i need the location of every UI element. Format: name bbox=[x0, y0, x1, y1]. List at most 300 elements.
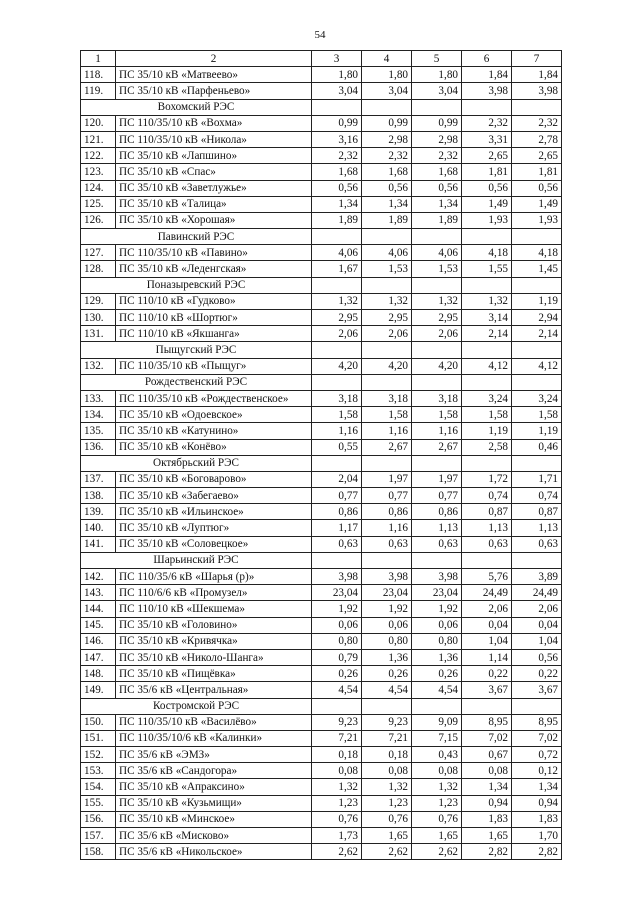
table-row bbox=[81, 488, 562, 504]
table-row bbox=[81, 293, 562, 309]
section-title: Павинский РЭС bbox=[81, 229, 312, 245]
value-col-5: 0,80 bbox=[412, 633, 462, 649]
section-row bbox=[81, 99, 562, 115]
table-row bbox=[81, 795, 562, 811]
empty-cell bbox=[462, 552, 512, 568]
substation-name: ПС 110/6/6 кВ «Промузел» bbox=[116, 585, 312, 601]
empty-cell bbox=[312, 99, 362, 115]
value-col-5: 1,13 bbox=[412, 520, 462, 536]
substation-name: ПС 35/10 кВ «Кузьмищи» bbox=[116, 795, 312, 811]
row-number: 132. bbox=[81, 358, 116, 374]
substation-name: ПС 35/10 кВ «Матвеево» bbox=[116, 67, 312, 83]
value-col-3: 1,16 bbox=[312, 423, 362, 439]
table-row bbox=[81, 585, 562, 601]
value-col-4: 2,06 bbox=[362, 326, 412, 342]
empty-cell bbox=[312, 698, 362, 714]
value-col-7: 3,67 bbox=[512, 682, 562, 698]
substation-name: ПС 110/35/6 кВ «Шарья (р)» bbox=[116, 569, 312, 585]
substation-name: ПС 35/10 кВ «Николо-Шанга» bbox=[116, 649, 312, 665]
value-col-3: 2,04 bbox=[312, 471, 362, 487]
value-col-4: 1,34 bbox=[362, 196, 412, 212]
substation-name: ПС 110/35/10 кВ «Василёво» bbox=[116, 714, 312, 730]
value-col-5: 7,15 bbox=[412, 730, 462, 746]
value-col-7: 0,94 bbox=[512, 795, 562, 811]
value-col-3: 0,56 bbox=[312, 180, 362, 196]
substation-name: ПС 35/10 кВ «Минское» bbox=[116, 811, 312, 827]
value-col-5: 2,98 bbox=[412, 131, 462, 147]
value-col-7: 4,18 bbox=[512, 245, 562, 261]
empty-cell bbox=[512, 552, 562, 568]
value-col-5: 1,53 bbox=[412, 261, 462, 277]
value-col-4: 1,32 bbox=[362, 779, 412, 795]
value-col-7: 0,04 bbox=[512, 617, 562, 633]
value-col-5: 1,34 bbox=[412, 196, 462, 212]
value-col-3: 0,55 bbox=[312, 439, 362, 455]
table-row bbox=[81, 115, 562, 131]
row-number: 150. bbox=[81, 714, 116, 730]
table-row bbox=[81, 747, 562, 763]
table-row bbox=[81, 536, 562, 552]
value-col-4: 2,67 bbox=[362, 439, 412, 455]
page-number: 54 bbox=[314, 29, 326, 41]
value-col-5: 9,09 bbox=[412, 714, 462, 730]
empty-cell bbox=[512, 342, 562, 358]
substation-name: ПС 35/10 кВ «Парфеньево» bbox=[116, 83, 312, 99]
value-col-5: 4,20 bbox=[412, 358, 462, 374]
value-col-4: 3,18 bbox=[362, 390, 412, 406]
value-col-5: 2,62 bbox=[412, 844, 462, 860]
value-col-5: 1,32 bbox=[412, 779, 462, 795]
value-col-4: 1,16 bbox=[362, 423, 412, 439]
value-col-7: 0,74 bbox=[512, 488, 562, 504]
value-col-4: 1,80 bbox=[362, 67, 412, 83]
table-row bbox=[81, 423, 562, 439]
value-col-6: 1,14 bbox=[462, 649, 512, 665]
value-col-4: 1,68 bbox=[362, 164, 412, 180]
value-col-3: 1,32 bbox=[312, 779, 362, 795]
value-col-6: 0,94 bbox=[462, 795, 512, 811]
value-col-3: 1,23 bbox=[312, 795, 362, 811]
substation-name: ПС 35/10 кВ «Ильинское» bbox=[116, 504, 312, 520]
row-number: 145. bbox=[81, 617, 116, 633]
value-col-5: 1,68 bbox=[412, 164, 462, 180]
empty-cell bbox=[512, 99, 562, 115]
empty-cell bbox=[512, 374, 562, 390]
table-body bbox=[81, 51, 562, 860]
substation-name: ПС 110/35/10 кВ «Рождественское» bbox=[116, 390, 312, 406]
table-row bbox=[81, 649, 562, 665]
value-col-7: 1,84 bbox=[512, 67, 562, 83]
table-row bbox=[81, 148, 562, 164]
value-col-6: 0,56 bbox=[462, 180, 512, 196]
value-col-7: 4,12 bbox=[512, 358, 562, 374]
value-col-4: 0,80 bbox=[362, 633, 412, 649]
value-col-6: 1,72 bbox=[462, 471, 512, 487]
value-col-5: 1,16 bbox=[412, 423, 462, 439]
substation-name: ПС 35/10 кВ «Леденгская» bbox=[116, 261, 312, 277]
empty-cell bbox=[412, 698, 462, 714]
value-col-6: 2,58 bbox=[462, 439, 512, 455]
value-col-7: 0,22 bbox=[512, 666, 562, 682]
row-number: 139. bbox=[81, 504, 116, 520]
value-col-4: 0,18 bbox=[362, 747, 412, 763]
substation-load-table bbox=[80, 50, 562, 860]
value-col-3: 0,76 bbox=[312, 811, 362, 827]
section-title: Шарьинский РЭС bbox=[81, 552, 312, 568]
value-col-5: 1,32 bbox=[412, 293, 462, 309]
row-number: 134. bbox=[81, 407, 116, 423]
value-col-5: 2,95 bbox=[412, 310, 462, 326]
value-col-4: 3,04 bbox=[362, 83, 412, 99]
substation-name: ПС 35/6 кВ «ЭМЗ» bbox=[116, 747, 312, 763]
value-col-4: 2,32 bbox=[362, 148, 412, 164]
value-col-3: 1,32 bbox=[312, 293, 362, 309]
value-col-6: 1,19 bbox=[462, 423, 512, 439]
substation-name: ПС 110/35/10 кВ «Пыщуг» bbox=[116, 358, 312, 374]
value-col-6: 7,02 bbox=[462, 730, 512, 746]
row-number: 147. bbox=[81, 649, 116, 665]
value-col-3: 2,06 bbox=[312, 326, 362, 342]
section-row bbox=[81, 552, 562, 568]
section-row bbox=[81, 277, 562, 293]
table-row bbox=[81, 390, 562, 406]
table-row bbox=[81, 245, 562, 261]
empty-cell bbox=[462, 698, 512, 714]
value-col-6: 1,49 bbox=[462, 196, 512, 212]
value-col-3: 3,16 bbox=[312, 131, 362, 147]
value-col-4: 0,77 bbox=[362, 488, 412, 504]
value-col-6: 1,04 bbox=[462, 633, 512, 649]
value-col-7: 24,49 bbox=[512, 585, 562, 601]
value-col-7: 2,06 bbox=[512, 601, 562, 617]
empty-cell bbox=[462, 342, 512, 358]
value-col-6: 3,98 bbox=[462, 83, 512, 99]
value-col-4: 23,04 bbox=[362, 585, 412, 601]
value-col-6: 2,65 bbox=[462, 148, 512, 164]
row-number: 118. bbox=[81, 67, 116, 83]
table-row bbox=[81, 569, 562, 585]
row-number: 136. bbox=[81, 439, 116, 455]
value-col-7: 1,34 bbox=[512, 779, 562, 795]
substation-name: ПС 35/10 кВ «Талица» bbox=[116, 196, 312, 212]
value-col-3: 3,18 bbox=[312, 390, 362, 406]
value-col-7: 1,93 bbox=[512, 212, 562, 228]
table-row bbox=[81, 763, 562, 779]
value-col-7: 8,95 bbox=[512, 714, 562, 730]
substation-name: ПС 110/35/10/6 кВ «Калинки» bbox=[116, 730, 312, 746]
empty-cell bbox=[462, 455, 512, 471]
value-col-3: 2,62 bbox=[312, 844, 362, 860]
empty-cell bbox=[362, 99, 412, 115]
table-row bbox=[81, 779, 562, 795]
value-col-4: 1,53 bbox=[362, 261, 412, 277]
substation-name: ПС 110/35/10 кВ «Вохма» bbox=[116, 115, 312, 131]
substation-name: ПС 35/10 кВ «Спас» bbox=[116, 164, 312, 180]
value-col-5: 1,58 bbox=[412, 407, 462, 423]
row-number: 123. bbox=[81, 164, 116, 180]
value-col-5: 1,80 bbox=[412, 67, 462, 83]
value-col-4: 1,89 bbox=[362, 212, 412, 228]
value-col-3: 0,08 bbox=[312, 763, 362, 779]
value-col-7: 1,83 bbox=[512, 811, 562, 827]
value-col-6: 1,93 bbox=[462, 212, 512, 228]
row-number: 148. bbox=[81, 666, 116, 682]
substation-name: ПС 110/10 кВ «Шекшема» bbox=[116, 601, 312, 617]
empty-cell bbox=[462, 229, 512, 245]
row-number: 146. bbox=[81, 633, 116, 649]
value-col-5: 0,77 bbox=[412, 488, 462, 504]
empty-cell bbox=[362, 229, 412, 245]
table-row bbox=[81, 439, 562, 455]
value-col-4: 1,65 bbox=[362, 828, 412, 844]
value-col-5: 0,56 bbox=[412, 180, 462, 196]
header-cell: 3 bbox=[312, 51, 362, 67]
value-col-5: 1,65 bbox=[412, 828, 462, 844]
substation-name: ПС 110/10 кВ «Гудково» bbox=[116, 293, 312, 309]
value-col-5: 0,86 bbox=[412, 504, 462, 520]
table-row bbox=[81, 811, 562, 827]
value-col-4: 1,16 bbox=[362, 520, 412, 536]
value-col-4: 1,23 bbox=[362, 795, 412, 811]
substation-name: ПС 110/10 кВ «Якшанга» bbox=[116, 326, 312, 342]
value-col-3: 2,32 bbox=[312, 148, 362, 164]
value-col-5: 2,67 bbox=[412, 439, 462, 455]
table-row bbox=[81, 83, 562, 99]
empty-cell bbox=[412, 455, 462, 471]
value-col-5: 0,99 bbox=[412, 115, 462, 131]
header-cell: 1 bbox=[81, 51, 116, 67]
row-number: 133. bbox=[81, 390, 116, 406]
substation-name: ПС 35/10 кВ «Пищёвка» bbox=[116, 666, 312, 682]
section-row bbox=[81, 229, 562, 245]
value-col-4: 1,58 bbox=[362, 407, 412, 423]
value-col-7: 2,94 bbox=[512, 310, 562, 326]
value-col-6: 5,76 bbox=[462, 569, 512, 585]
section-row bbox=[81, 374, 562, 390]
value-col-4: 1,32 bbox=[362, 293, 412, 309]
row-number: 128. bbox=[81, 261, 116, 277]
value-col-5: 3,04 bbox=[412, 83, 462, 99]
value-col-7: 1,58 bbox=[512, 407, 562, 423]
table-row bbox=[81, 180, 562, 196]
value-col-3: 0,18 bbox=[312, 747, 362, 763]
row-number: 129. bbox=[81, 293, 116, 309]
value-col-4: 0,86 bbox=[362, 504, 412, 520]
value-col-3: 3,04 bbox=[312, 83, 362, 99]
table-row bbox=[81, 730, 562, 746]
value-col-7: 0,72 bbox=[512, 747, 562, 763]
empty-cell bbox=[462, 374, 512, 390]
value-col-5: 0,43 bbox=[412, 747, 462, 763]
section-row bbox=[81, 342, 562, 358]
value-col-5: 2,06 bbox=[412, 326, 462, 342]
substation-name: ПС 35/6 кВ «Центральная» bbox=[116, 682, 312, 698]
value-col-4: 3,98 bbox=[362, 569, 412, 585]
empty-cell bbox=[362, 552, 412, 568]
section-title: Пыщугский РЭС bbox=[81, 342, 312, 358]
value-col-6: 1,13 bbox=[462, 520, 512, 536]
substation-name: ПС 35/10 кВ «Хорошая» bbox=[116, 212, 312, 228]
value-col-4: 2,98 bbox=[362, 131, 412, 147]
value-col-6: 0,67 bbox=[462, 747, 512, 763]
row-number: 137. bbox=[81, 471, 116, 487]
table-row bbox=[81, 131, 562, 147]
row-number: 131. bbox=[81, 326, 116, 342]
value-col-3: 4,06 bbox=[312, 245, 362, 261]
table-row bbox=[81, 471, 562, 487]
value-col-4: 0,63 bbox=[362, 536, 412, 552]
value-col-3: 1,58 bbox=[312, 407, 362, 423]
table-row bbox=[81, 310, 562, 326]
row-number: 149. bbox=[81, 682, 116, 698]
value-col-5: 2,32 bbox=[412, 148, 462, 164]
value-col-6: 1,58 bbox=[462, 407, 512, 423]
empty-cell bbox=[512, 698, 562, 714]
row-number: 127. bbox=[81, 245, 116, 261]
value-col-6: 0,08 bbox=[462, 763, 512, 779]
value-col-6: 2,14 bbox=[462, 326, 512, 342]
value-col-5: 0,26 bbox=[412, 666, 462, 682]
value-col-6: 0,04 bbox=[462, 617, 512, 633]
table-row bbox=[81, 520, 562, 536]
value-col-5: 0,06 bbox=[412, 617, 462, 633]
value-col-5: 4,54 bbox=[412, 682, 462, 698]
empty-cell bbox=[312, 277, 362, 293]
row-number: 122. bbox=[81, 148, 116, 164]
table-row bbox=[81, 682, 562, 698]
value-col-4: 2,62 bbox=[362, 844, 412, 860]
value-col-6: 1,84 bbox=[462, 67, 512, 83]
empty-cell bbox=[512, 277, 562, 293]
value-col-3: 0,99 bbox=[312, 115, 362, 131]
table-row bbox=[81, 212, 562, 228]
value-col-6: 1,32 bbox=[462, 293, 512, 309]
value-col-5: 1,89 bbox=[412, 212, 462, 228]
value-col-3: 0,06 bbox=[312, 617, 362, 633]
row-number: 126. bbox=[81, 212, 116, 228]
empty-cell bbox=[362, 342, 412, 358]
empty-cell bbox=[512, 229, 562, 245]
substation-name: ПС 35/10 кВ «Лапшино» bbox=[116, 148, 312, 164]
value-col-5: 4,06 bbox=[412, 245, 462, 261]
section-row bbox=[81, 698, 562, 714]
substation-name: ПС 35/10 кВ «Головино» bbox=[116, 617, 312, 633]
substation-name: ПС 110/35/10 кВ «Павино» bbox=[116, 245, 312, 261]
value-col-3: 1,73 bbox=[312, 828, 362, 844]
row-number: 144. bbox=[81, 601, 116, 617]
value-col-3: 0,80 bbox=[312, 633, 362, 649]
table-row bbox=[81, 617, 562, 633]
empty-cell bbox=[362, 374, 412, 390]
value-col-3: 1,34 bbox=[312, 196, 362, 212]
empty-cell bbox=[412, 99, 462, 115]
section-title: Октябрьский РЭС bbox=[81, 455, 312, 471]
row-number: 121. bbox=[81, 131, 116, 147]
value-col-4: 7,21 bbox=[362, 730, 412, 746]
empty-cell bbox=[412, 277, 462, 293]
value-col-3: 4,54 bbox=[312, 682, 362, 698]
section-title: Вохомский РЭС bbox=[81, 99, 312, 115]
value-col-3: 3,98 bbox=[312, 569, 362, 585]
empty-cell bbox=[312, 552, 362, 568]
empty-cell bbox=[412, 342, 462, 358]
empty-cell bbox=[412, 374, 462, 390]
header-cell: 2 bbox=[116, 51, 312, 67]
substation-name: ПС 35/6 кВ «Никольское» bbox=[116, 844, 312, 860]
value-col-3: 1,92 bbox=[312, 601, 362, 617]
table-header-row bbox=[81, 51, 562, 67]
value-col-4: 1,36 bbox=[362, 649, 412, 665]
substation-name: ПС 35/10 кВ «Луптюг» bbox=[116, 520, 312, 536]
value-col-6: 1,55 bbox=[462, 261, 512, 277]
value-col-7: 1,70 bbox=[512, 828, 562, 844]
value-col-7: 0,63 bbox=[512, 536, 562, 552]
substation-name: ПС 35/10 кВ «Одоевское» bbox=[116, 407, 312, 423]
value-col-6: 1,81 bbox=[462, 164, 512, 180]
value-col-6: 2,82 bbox=[462, 844, 512, 860]
substation-name: ПС 35/10 кВ «Заветлужье» bbox=[116, 180, 312, 196]
value-col-4: 0,26 bbox=[362, 666, 412, 682]
substation-name: ПС 35/6 кВ «Сандогора» bbox=[116, 763, 312, 779]
substation-name: ПС 110/35/10 кВ «Никола» bbox=[116, 131, 312, 147]
section-title: Рождественский РЭС bbox=[81, 374, 312, 390]
empty-cell bbox=[312, 374, 362, 390]
value-col-3: 1,68 bbox=[312, 164, 362, 180]
row-number: 142. bbox=[81, 569, 116, 585]
value-col-4: 2,95 bbox=[362, 310, 412, 326]
value-col-7: 0,12 bbox=[512, 763, 562, 779]
value-col-7: 0,87 bbox=[512, 504, 562, 520]
row-number: 119. bbox=[81, 83, 116, 99]
value-col-5: 1,92 bbox=[412, 601, 462, 617]
table-row bbox=[81, 358, 562, 374]
value-col-5: 3,18 bbox=[412, 390, 462, 406]
empty-cell bbox=[512, 455, 562, 471]
substation-name: ПС 35/10 кВ «Соловецкое» bbox=[116, 536, 312, 552]
value-col-7: 7,02 bbox=[512, 730, 562, 746]
substation-name: ПС 35/10 кВ «Конёво» bbox=[116, 439, 312, 455]
empty-cell bbox=[412, 552, 462, 568]
value-col-6: 2,32 bbox=[462, 115, 512, 131]
section-title: Поназыревский РЭС bbox=[81, 277, 312, 293]
value-col-6: 1,65 bbox=[462, 828, 512, 844]
value-col-4: 0,08 bbox=[362, 763, 412, 779]
value-col-3: 0,77 bbox=[312, 488, 362, 504]
table-row bbox=[81, 633, 562, 649]
value-col-4: 1,97 bbox=[362, 471, 412, 487]
value-col-4: 4,20 bbox=[362, 358, 412, 374]
row-number: 153. bbox=[81, 763, 116, 779]
value-col-3: 1,89 bbox=[312, 212, 362, 228]
value-col-7: 2,32 bbox=[512, 115, 562, 131]
row-number: 130. bbox=[81, 310, 116, 326]
row-number: 138. bbox=[81, 488, 116, 504]
value-col-6: 24,49 bbox=[462, 585, 512, 601]
table-row bbox=[81, 67, 562, 83]
value-col-6: 8,95 bbox=[462, 714, 512, 730]
value-col-4: 0,56 bbox=[362, 180, 412, 196]
value-col-3: 0,79 bbox=[312, 649, 362, 665]
value-col-6: 0,74 bbox=[462, 488, 512, 504]
value-col-7: 3,89 bbox=[512, 569, 562, 585]
value-col-6: 3,24 bbox=[462, 390, 512, 406]
value-col-6: 1,83 bbox=[462, 811, 512, 827]
value-col-4: 0,06 bbox=[362, 617, 412, 633]
value-col-6: 4,18 bbox=[462, 245, 512, 261]
table-row bbox=[81, 828, 562, 844]
value-col-7: 0,46 bbox=[512, 439, 562, 455]
empty-cell bbox=[312, 229, 362, 245]
